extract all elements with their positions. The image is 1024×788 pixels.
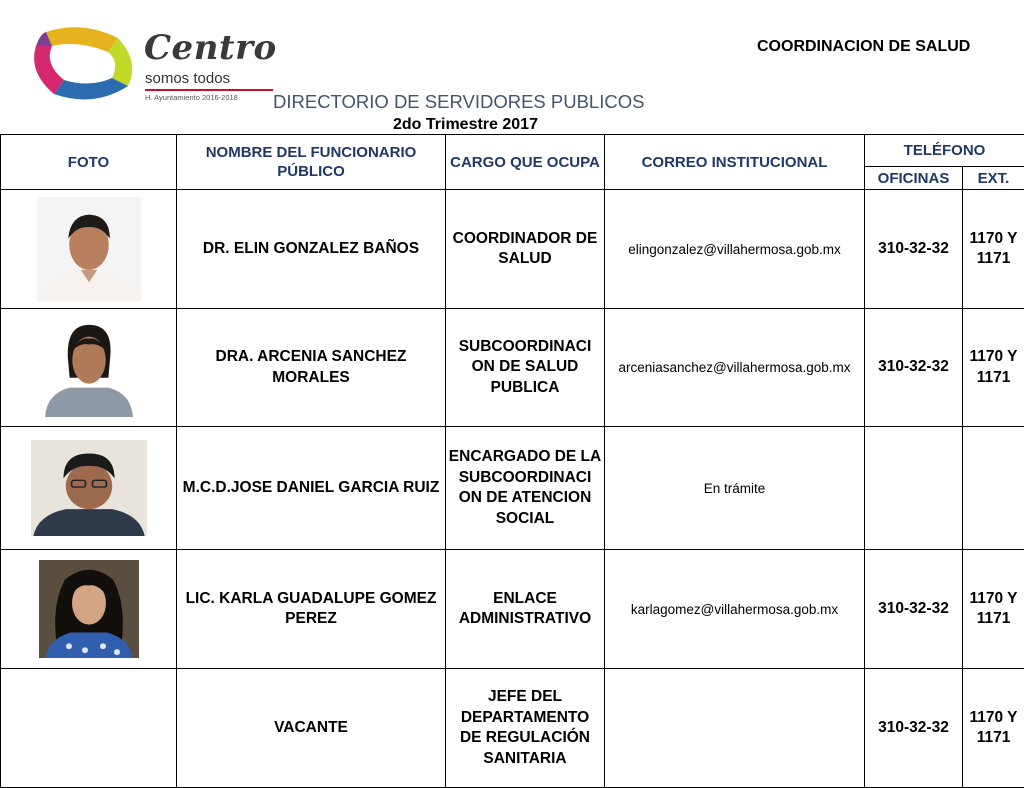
email-cell[interactable]: karlagomez@villahermosa.gob.mx [605,550,865,669]
role-cell: ENCARGADO DE LA SUBCOORDINACI ON DE ATENCION SOCIAL [446,427,605,550]
phone-cell: 310-32-32 [865,550,963,669]
centro-logo-icon [28,24,140,104]
phone-cell: 310-32-32 [865,190,963,309]
directory-title: DIRECTORIO DE SERVIDORES PUBLICOS [273,91,644,113]
period-label: 2do Trimestre 2017 [393,116,538,134]
header-role: CARGO QUE OCUPA [446,135,605,190]
header-offices: OFICINAS [865,167,963,190]
name-cell: DRA. ARCENIA SANCHEZ MORALES [177,309,446,427]
phone-cell: 310-32-32 [865,309,963,427]
ext-cell: 1170 Y 1171 [963,669,1024,788]
phone-cell: 310-32-32 [865,669,963,788]
ext-cell: 1170 Y 1171 [963,550,1024,669]
header-photo: FOTO [1,135,177,190]
email-cell: En trámite [605,427,865,550]
email-cell[interactable]: elingonzalez@villahermosa.gob.mx [605,190,865,309]
photo-cell [1,427,177,550]
role-cell: COORDINADOR DE SALUD [446,190,605,309]
centro-logo [28,22,278,104]
role-cell: JEFE DEL DEPARTAMENTO DE REGULACIÓN SANITARIA [446,669,605,788]
table-row [1,427,1024,550]
directory-table [0,134,1024,788]
brand-period: H. Ayuntamiento 2016-2018 [145,89,273,102]
table-row [1,550,1024,669]
email-cell [605,669,865,788]
table-row [1,190,1024,309]
photo-cell [1,190,177,309]
role-cell: ENLACE ADMINISTRATIVO [446,550,605,669]
email-cell[interactable]: arceniasanchez@villahermosa.gob.mx [605,309,865,427]
table-header-row [1,135,1024,167]
photo-cell [1,550,177,669]
name-cell: VACANTE [177,669,446,788]
name-cell: M.C.D.JOSE DANIEL GARCIA RUIZ [177,427,446,550]
table-row [1,309,1024,427]
header-phone: TELÉFONO [865,135,1024,167]
role-cell: SUBCOORDINACI ON DE SALUD PUBLICA [446,309,605,427]
photo-cell [1,669,177,788]
header-name: NOMBRE DEL FUNCIONARIO PÚBLICO [177,135,446,190]
table-row [1,669,1024,788]
portrait-photo [31,440,147,536]
photo-cell [1,309,177,427]
brand-tagline: somos todos [145,70,230,87]
header-ext: EXT. [963,167,1024,190]
portrait-photo [39,560,139,658]
ext-cell: 1170 Y 1171 [963,190,1024,309]
header-email: CORREO INSTITUCIONAL [605,135,865,190]
brand-name: Centro [144,28,277,68]
ext-cell [963,427,1024,550]
portrait-photo [37,197,141,301]
phone-cell [865,427,963,550]
ext-cell: 1170 Y 1171 [963,309,1024,427]
name-cell: DR. ELIN GONZALEZ BAÑOS [177,190,446,309]
department-title: COORDINACION DE SALUD [757,38,970,56]
name-cell: LIC. KARLA GUADALUPE GOMEZ PEREZ [177,550,446,669]
portrait-photo [45,319,133,417]
